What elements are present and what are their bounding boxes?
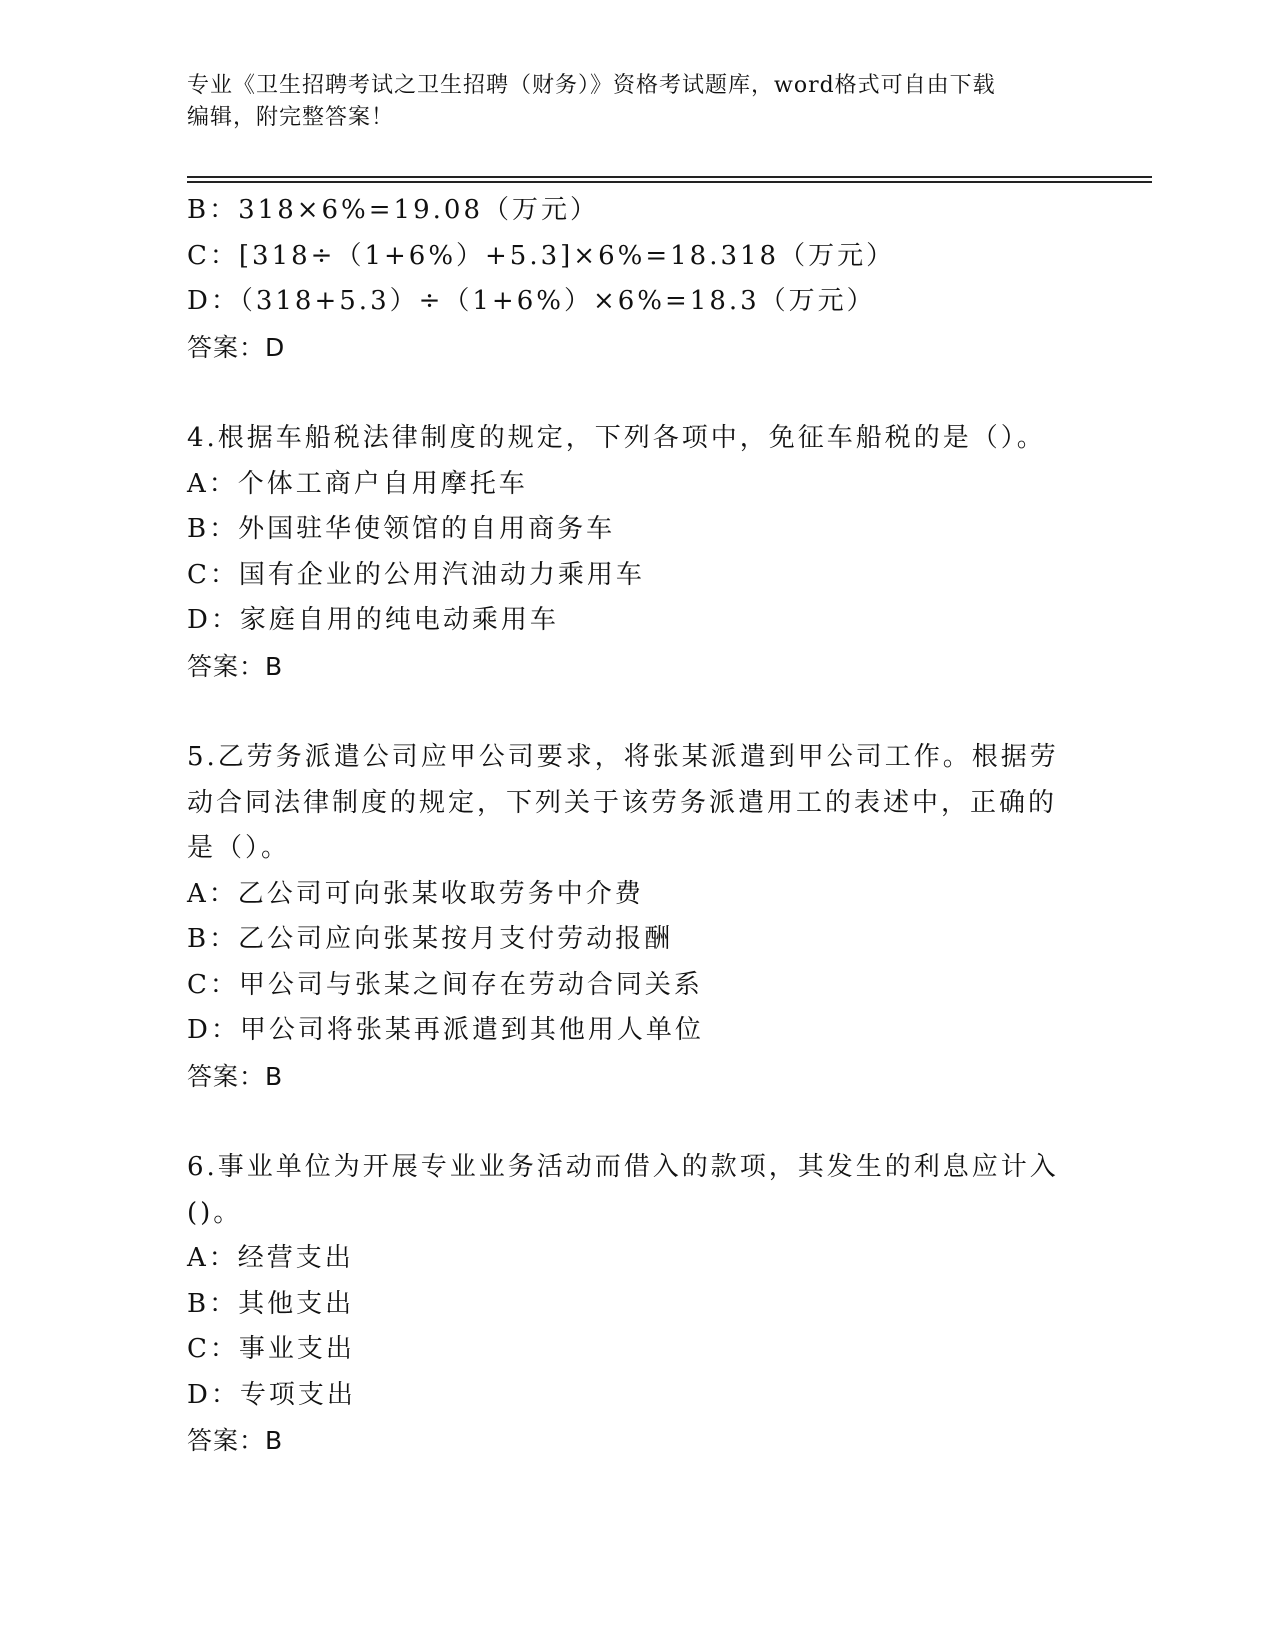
header-line-1: 专业《卫生招聘考试之卫生招聘（财务）》资格考试题库，word格式可自由下载	[187, 73, 996, 98]
question-stem: 4.根据车船税法律制度的规定，下列各项中，免征车船税的是（）。	[187, 423, 1046, 453]
question-continuation	[187, 188, 1067, 370]
question-6	[187, 1145, 1067, 1464]
option-d: D：（318+5.3）÷（1+6%）×6%=18.3（万元）	[187, 286, 876, 316]
question-5	[187, 735, 1067, 1099]
option-c: C：国有企业的公用汽油动力乘用车	[187, 559, 645, 590]
option-d: D：家庭自用的纯电动乘用车	[187, 605, 559, 635]
header-rule-bottom	[187, 181, 1152, 183]
option-d: D：甲公司将张某再派遣到其他用人单位	[187, 1015, 704, 1045]
question-list	[187, 188, 1067, 1464]
answer-label: 答案：B	[187, 651, 284, 681]
question-4	[187, 416, 1067, 689]
answer-label: 答案：B	[187, 1426, 284, 1455]
option-c: C：甲公司与张某之间存在劳动合同关系	[187, 969, 703, 1000]
option-a: A：个体工商户自用摩托车	[187, 468, 528, 499]
option-b: B：318×6%=19.08（万元）	[187, 195, 599, 225]
header-line-2: 编辑，附完整答案！	[187, 105, 395, 130]
option-b: B：外国驻华使领馆的自用商务车	[187, 514, 616, 544]
option-a: A：经营支出	[187, 1243, 354, 1273]
option-b: B：其他支出	[187, 1288, 355, 1319]
answer-label: 答案：D	[187, 332, 286, 362]
document-header	[187, 70, 1087, 134]
answer-label: 答案：B	[187, 1061, 284, 1091]
option-a: A：乙公司可向张某收取劳务中介费	[187, 878, 644, 909]
option-c: C：[318÷（1+6%）+5.3]×6%=18.318（万元）	[187, 240, 896, 271]
option-c: C：事业支出	[187, 1334, 355, 1364]
header-rule-top	[187, 176, 1152, 178]
question-stem: 5.乙劳务派遣公司应甲公司要求，将张某派遣到甲公司工作。根据劳动合同法律制度的规定，下列关于该劳务派遣用工的表述中，正确的是（）。	[187, 742, 1059, 863]
question-stem: 6.事业单位为开展专业业务活动而借入的款项，其发生的利息应计入()。	[187, 1152, 1059, 1228]
option-d: D：专项支出	[187, 1379, 356, 1410]
option-b: B：乙公司应向张某按月支付劳动报酬	[187, 924, 674, 954]
